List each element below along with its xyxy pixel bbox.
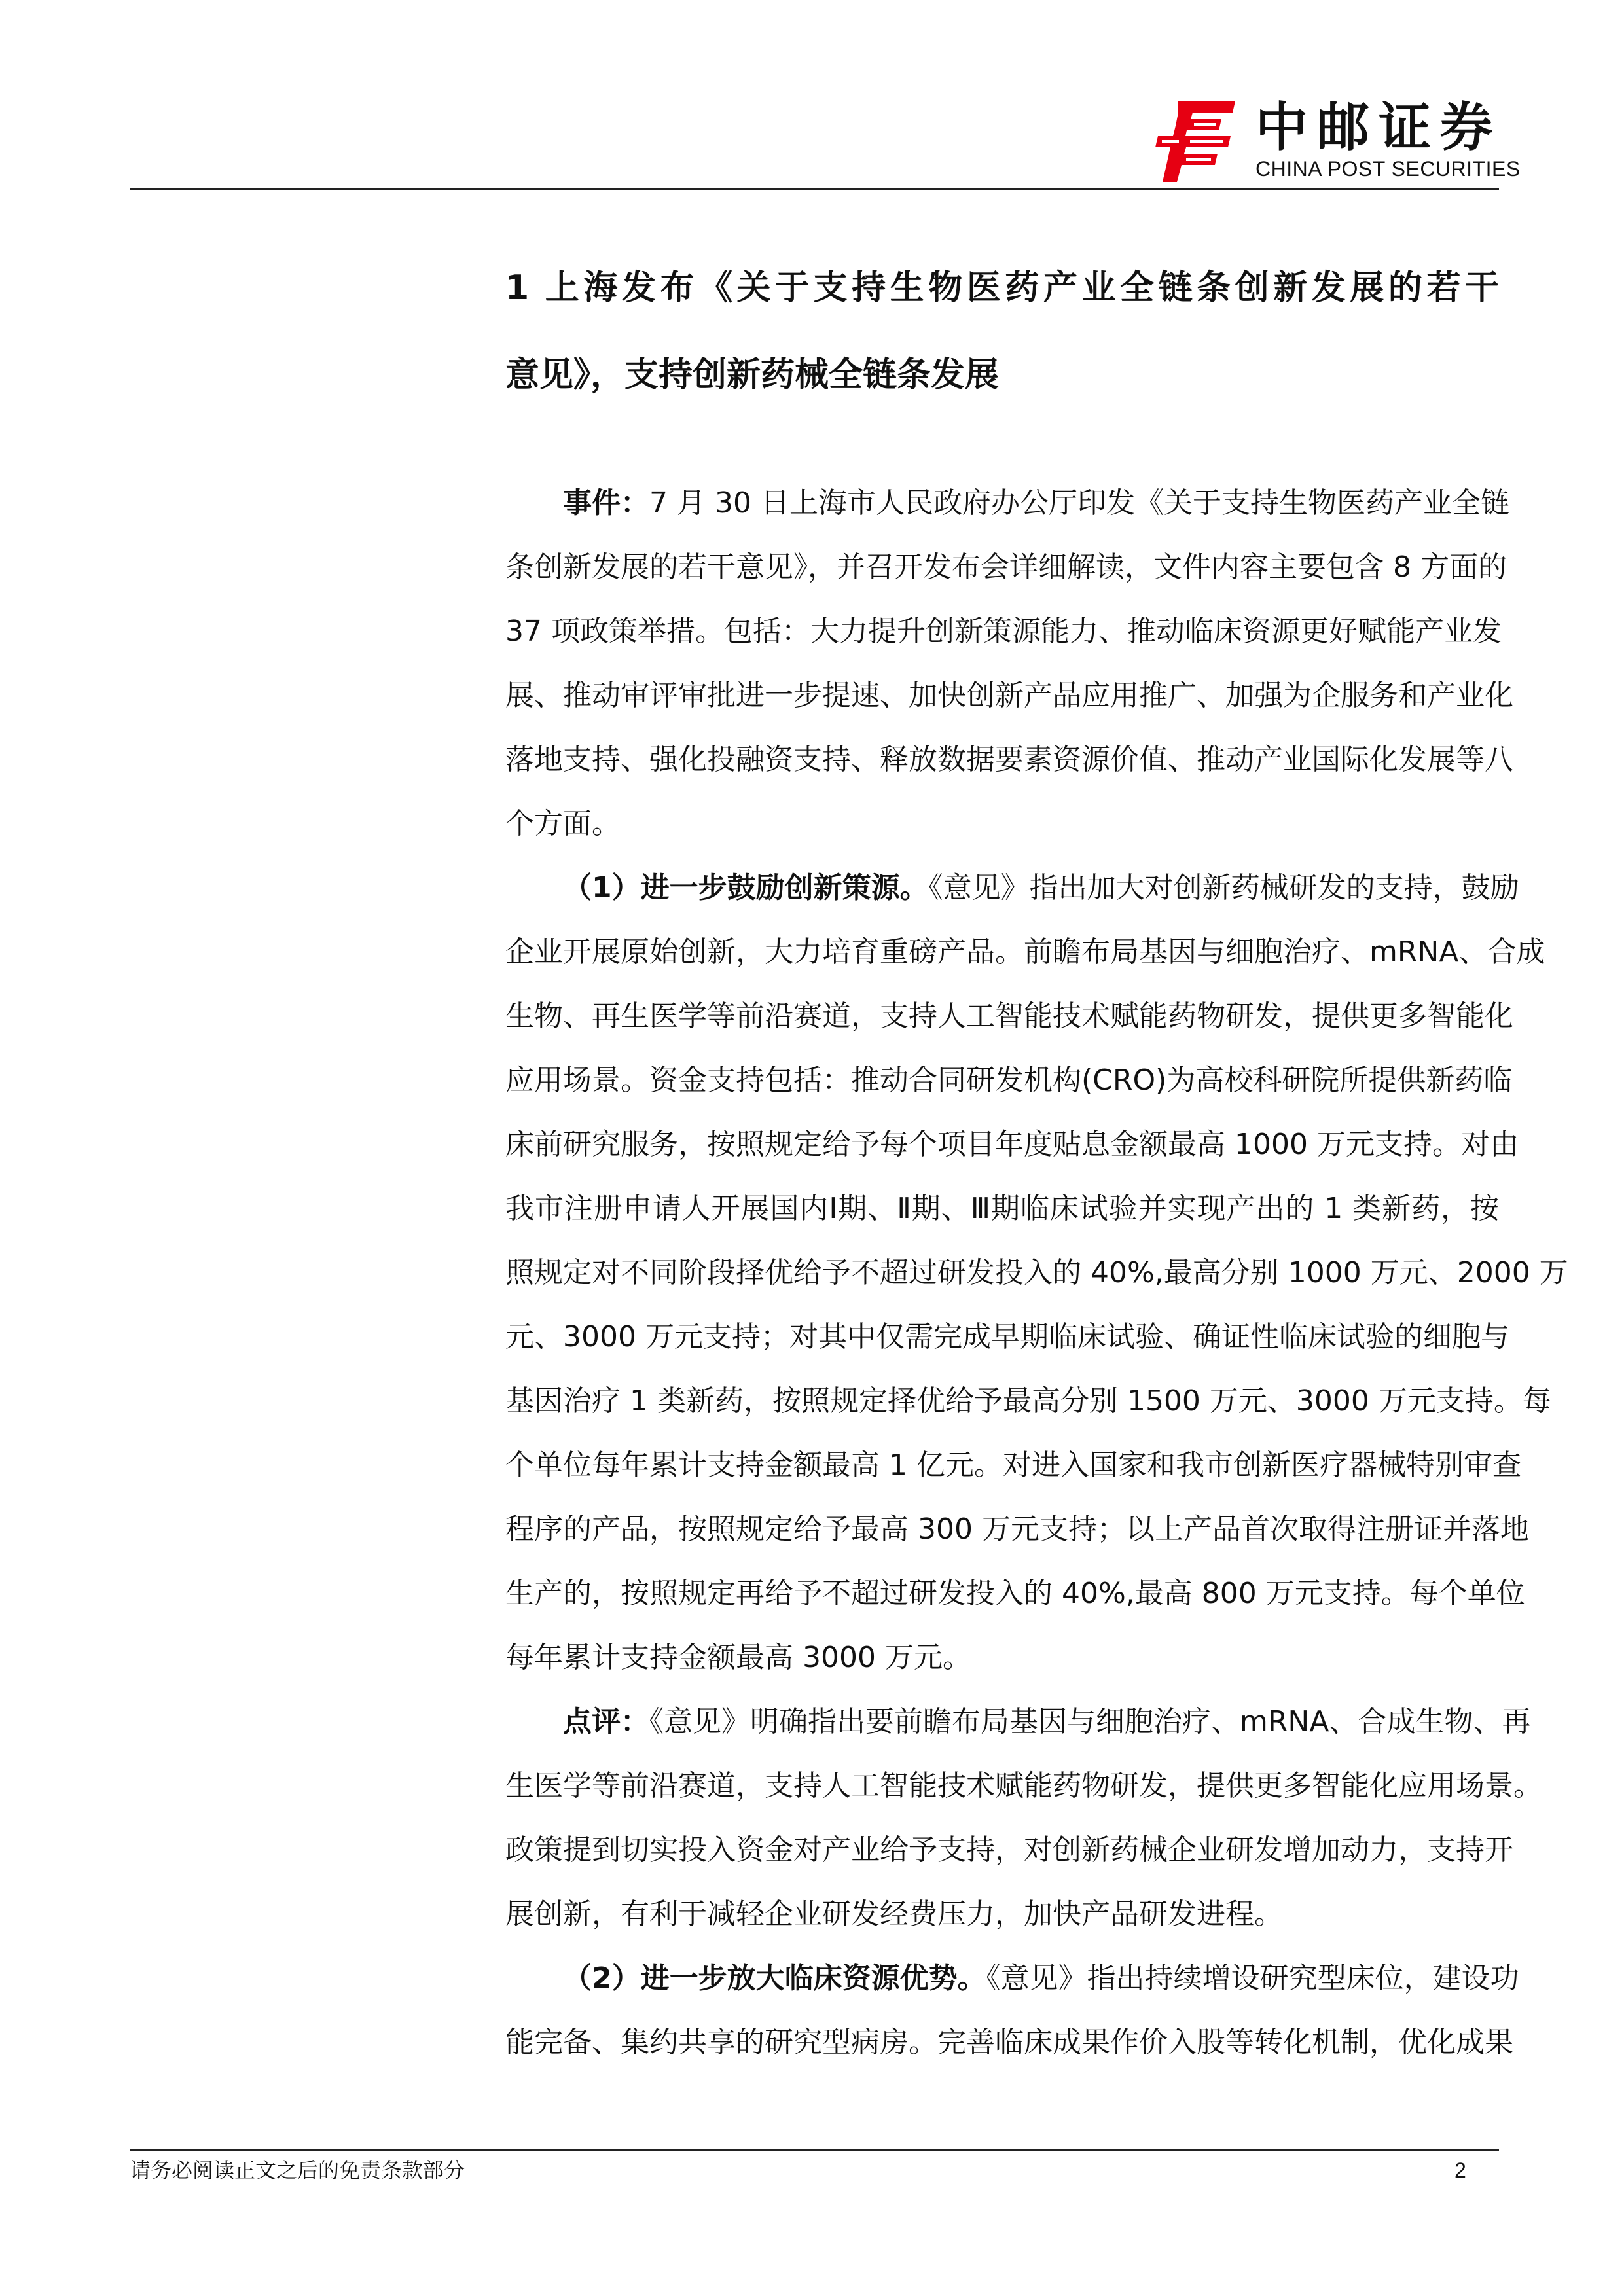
body-text — [505, 471, 1568, 2075]
paragraph — [505, 1690, 1542, 1946]
disclaimer-note: 请务必阅读正文之后的免责条款部分 — [130, 2158, 465, 2183]
logo-english-name: CHINA POST SECURITIES — [1255, 157, 1521, 181]
paragraph-line: 每年累计支持金额最高 3000 万元。 — [505, 1641, 971, 1674]
paragraph-line — [505, 1690, 1531, 1754]
paragraph-line: 照规定对不同阶段择优给予不超过研发投入的 40%,最高分别 1000 万元、2000 万 — [505, 1256, 1568, 1289]
paragraph-line: 个单位每年累计支持金额最高 1 亿元。对进入国家和我市创新医疗器械特别审查 — [505, 1448, 1521, 1482]
paragraph-text: 《意见》指出加大对创新药械研发的支持，鼓励 — [928, 871, 1519, 905]
paragraph-lead: 点评： — [563, 1705, 649, 1738]
paragraph-line: 37 项政策举措。包括：大力提升创新策源能力、推动临床资源更好赋能产业发 — [505, 615, 1502, 648]
paragraph-text: 《意见》指出持续增设研究型床位，建设功 — [986, 1962, 1519, 1995]
logo-chinese-name: 中邮证券 — [1255, 97, 1502, 158]
paragraph-line: 展、推动审评审批进一步提速、加快创新产品应用推广、加强为企服务和产业化 — [505, 679, 1513, 712]
paragraph-line: 个方面。 — [505, 807, 621, 840]
paragraph-line — [505, 856, 1519, 920]
paragraph — [505, 471, 1513, 856]
paragraph-line: 我市注册申请人开展国内Ⅰ期、Ⅱ期、Ⅲ期临床试验并实现产出的 1 类新药，按 — [505, 1192, 1499, 1225]
paragraph-line: 条创新发展的若干意见》，并召开发布会详细解读，文件内容主要包含 8 方面的 — [505, 550, 1507, 584]
paragraph-line: 企业开展原始创新，大力培育重磅产品。前瞻布局基因与细胞治疗、mRNA、合成 — [505, 935, 1545, 969]
paragraph-line — [505, 471, 1509, 535]
footer-divider — [130, 2149, 1499, 2151]
paragraph-line: 元、3000 万元支持；对其中仅需完成早期临床试验、确证性临床试验的细胞与 — [505, 1320, 1509, 1354]
paragraph — [505, 1946, 1519, 2075]
paragraph-line — [505, 1946, 1519, 2011]
paragraph-line: 落地支持、强化投融资支持、释放数据要素资源价值、推动产业国际化发展等八 — [505, 743, 1513, 776]
section-title — [505, 268, 1499, 442]
paragraph-text: 《意见》明确指出要前瞻布局基因与细胞治疗、mRNA、合成生物、再 — [649, 1705, 1531, 1738]
paragraph-line: 生产的，按照规定再给予不超过研发投入的 40%,最高 800 万元支持。每个单位 — [505, 1577, 1525, 1610]
china-post-logo-icon — [1153, 98, 1238, 183]
paragraph-line: 生物、再生医学等前沿赛道，支持人工智能技术赋能药物研发，提供更多智能化 — [505, 999, 1513, 1033]
section-title-line: 1 上海发布《关于支持生物医药产业全链条创新发展的若干 — [505, 268, 1499, 308]
paragraph-line: 能完备、集约共享的研究型病房。完善临床成果作价入股等转化机制，优化成果 — [505, 2026, 1513, 2059]
paragraph-line: 床前研究服务，按照规定给予每个项目年度贴息金额最高 1000 万元支持。对由 — [505, 1128, 1519, 1161]
paragraph-lead: （1）进一步鼓励创新策源。 — [563, 871, 929, 905]
paragraph-text: 7 月 30 日上海市人民政府办公厅印发《关于支持生物医药产业全链 — [649, 486, 1509, 520]
paragraph-lead: （2）进一步放大临床资源优势。 — [563, 1962, 986, 1995]
page-number: 2 — [1454, 2159, 1466, 2182]
paragraph-line: 政策提到切实投入资金对产业给予支持，对创新药械企业研发增加动力，支持开 — [505, 1833, 1513, 1867]
section-title-line: 意见》，支持创新药械全链条发展 — [505, 355, 1000, 395]
paragraph-line: 程序的产品，按照规定给予最高 300 万元支持；以上产品首次取得注册证并落地 — [505, 1513, 1529, 1546]
paragraph-line: 展创新，有利于减轻企业研发经费压力，加快产品研发进程。 — [505, 1897, 1283, 1931]
header-divider — [130, 188, 1499, 190]
paragraph — [505, 856, 1568, 1690]
paragraph-line: 基因治疗 1 类新药，按照规定择优给予最高分别 1500 万元、3000 万元支持。每 — [505, 1384, 1551, 1418]
paragraph-line: 应用场景。资金支持包括：推动合同研发机构(CRO)为高校科研院所提供新药临 — [505, 1064, 1513, 1097]
paragraph-lead: 事件： — [563, 486, 649, 520]
paragraph-line: 生医学等前沿赛道，支持人工智能技术赋能药物研发，提供更多智能化应用场景。 — [505, 1769, 1542, 1803]
